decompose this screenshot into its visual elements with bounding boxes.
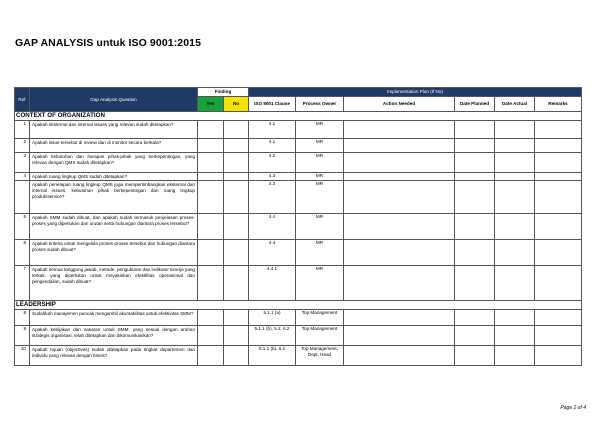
- date-planned-cell: [455, 139, 495, 153]
- yes-cell: [198, 326, 224, 346]
- question-cell: Apakah SMM sudah dibuat, dan apakah sudah termasuk penjelasan proses-proses yang diperlukan dan urutan serta hubungan diantara proses tersebut?: [30, 214, 198, 240]
- action-cell: [344, 153, 455, 173]
- yes-cell: [198, 153, 224, 173]
- no-cell: [224, 214, 249, 240]
- date-actual-cell: [495, 310, 535, 326]
- date-planned-cell: [455, 214, 495, 240]
- date-actual-cell: [495, 139, 535, 153]
- action-cell: [344, 181, 455, 214]
- ref-cell: [15, 181, 30, 214]
- remarks-cell: [535, 181, 582, 214]
- question-cell: Apakah semua tanggung jawab, metode, pengukuran dan indikator kinerja yang terkait, yang diperlukan untuk meyakinkan efektifitas operasional dan pengendalian, sudah dibuat?: [30, 266, 198, 301]
- yes-cell: [198, 214, 224, 240]
- owner-cell: Top Management: [296, 310, 344, 326]
- clause-cell: 5.1.1 (b), 6.2: [249, 346, 296, 366]
- col-no-header: No: [224, 97, 249, 112]
- col-yes-header: Yes: [198, 97, 224, 112]
- ref-cell: 8: [15, 310, 30, 326]
- no-cell: [224, 173, 249, 181]
- yes-cell: [198, 139, 224, 153]
- col-owner-header: Process Owner: [296, 97, 344, 112]
- date-actual-cell: [495, 266, 535, 301]
- table-row: [15, 214, 582, 240]
- date-actual-cell: [495, 326, 535, 346]
- col-ref-header: Ref: [15, 88, 30, 112]
- action-cell: [344, 121, 455, 139]
- clause-cell: 4.4.1: [249, 266, 296, 301]
- owner-cell: MR: [296, 266, 344, 301]
- clause-cell: 4.4: [249, 214, 296, 240]
- col-date-actual-header: Date Actual: [495, 97, 535, 112]
- date-actual-cell: [495, 173, 535, 181]
- no-cell: [224, 346, 249, 366]
- date-planned-cell: [455, 346, 495, 366]
- section-title: LEADERSHIP: [15, 301, 582, 310]
- section-row: [15, 301, 582, 310]
- action-cell: [344, 310, 455, 326]
- question-cell: Apakah eksternal dan internal issues yang relevan sudah ditetapkan?: [30, 121, 198, 139]
- gap-analysis-table: [14, 87, 582, 366]
- ref-cell: 10: [15, 346, 30, 366]
- ref-cell: 4: [15, 173, 30, 181]
- table-row: [15, 310, 582, 326]
- yes-cell: [198, 121, 224, 139]
- ref-cell: 7: [15, 266, 30, 301]
- question-cell: Apakah kebijakan dan sasaran untuk SMM, yang sesuai dengan arahan strategis organisasi, telah ditetapkan dan dikomunikasikan?: [30, 326, 198, 346]
- table-row: [15, 173, 582, 181]
- remarks-cell: [535, 153, 582, 173]
- no-cell: [224, 121, 249, 139]
- yes-cell: [198, 181, 224, 214]
- remarks-cell: [535, 121, 582, 139]
- date-planned-cell: [455, 310, 495, 326]
- remarks-cell: [535, 310, 582, 326]
- remarks-cell: [535, 346, 582, 366]
- page-footer: Page 1 of 4: [560, 405, 586, 411]
- yes-cell: [198, 346, 224, 366]
- col-remarks-header: Remarks: [535, 97, 582, 112]
- implementation-plan-header: Implementation Plan (If No): [249, 88, 582, 97]
- clause-cell: 5.1.1 (b), 5.2, 6.2: [249, 326, 296, 346]
- ref-cell: 1: [15, 121, 30, 139]
- action-cell: [344, 326, 455, 346]
- ref-cell: 9: [15, 326, 30, 346]
- remarks-cell: [535, 139, 582, 153]
- section-row: [15, 112, 582, 121]
- date-planned-cell: [455, 326, 495, 346]
- yes-cell: [198, 240, 224, 266]
- remarks-cell: [535, 326, 582, 346]
- section-title: CONTEXT OF ORGANIZATION: [15, 112, 582, 121]
- owner-cell: MR: [296, 121, 344, 139]
- owner-cell: MR: [296, 214, 344, 240]
- ref-cell: 2: [15, 139, 30, 153]
- no-cell: [224, 153, 249, 173]
- remarks-cell: [535, 266, 582, 301]
- date-actual-cell: [495, 181, 535, 214]
- date-planned-cell: [455, 153, 495, 173]
- question-cell: Apakah ruang lingkup QMS sudah ditetapkan?: [30, 173, 198, 181]
- table-row: [15, 181, 582, 214]
- date-actual-cell: [495, 121, 535, 139]
- question-cell: Apakah issue tersebut di review dan di monitor secara berkala?: [30, 139, 198, 153]
- owner-cell: MR: [296, 139, 344, 153]
- date-actual-cell: [495, 346, 535, 366]
- action-cell: [344, 240, 455, 266]
- date-planned-cell: [455, 240, 495, 266]
- col-question-header: Gap Analysis Question: [30, 88, 198, 112]
- action-cell: [344, 214, 455, 240]
- remarks-cell: [535, 240, 582, 266]
- yes-cell: [198, 173, 224, 181]
- no-cell: [224, 181, 249, 214]
- date-actual-cell: [495, 214, 535, 240]
- col-action-header: Action Needed: [344, 97, 455, 112]
- date-actual-cell: [495, 240, 535, 266]
- yes-cell: [198, 310, 224, 326]
- clause-cell: 4.2: [249, 153, 296, 173]
- table-row: [15, 326, 582, 346]
- document-title: GAP ANALYSIS untuk ISO 9001:2015: [15, 37, 202, 49]
- question-cell: Apakah tujuan (objectives) sudah ditetapkan pada tingkat departemen dan individu yang relevan dengan bisnis?: [30, 346, 198, 366]
- finding-header: Finding: [198, 88, 249, 97]
- ref-cell: 5: [15, 214, 30, 240]
- date-actual-cell: [495, 153, 535, 173]
- table-row: [15, 121, 582, 139]
- no-cell: [224, 139, 249, 153]
- clause-cell: 4.1: [249, 121, 296, 139]
- remarks-cell: [535, 214, 582, 240]
- date-planned-cell: [455, 121, 495, 139]
- owner-cell: MR: [296, 240, 344, 266]
- action-cell: [344, 173, 455, 181]
- owner-cell: MR: [296, 153, 344, 173]
- table-row: [15, 139, 582, 153]
- yes-cell: [198, 266, 224, 301]
- clause-cell: 4.3: [249, 181, 296, 214]
- clause-cell: 5.1.1 (a): [249, 310, 296, 326]
- table-row: [15, 240, 582, 266]
- table-row: [15, 346, 582, 366]
- date-planned-cell: [455, 173, 495, 181]
- action-cell: [344, 266, 455, 301]
- clause-cell: 4.3: [249, 173, 296, 181]
- no-cell: [224, 266, 249, 301]
- col-date-planned-header: Date Planned: [455, 97, 495, 112]
- question-cell: Apakah kebutuhan dan harapan pihak-pihak yang berkepentingan, yang relevan dengan QMS sudah ditetapkan?: [30, 153, 198, 173]
- question-cell: Sudahkah manajemen puncak mengambil akuntabilitas untuk efektivitas SMM?: [30, 310, 198, 326]
- ref-cell: 3: [15, 153, 30, 173]
- col-clause-header: ISO 9001 Clause: [249, 97, 296, 112]
- date-planned-cell: [455, 266, 495, 301]
- date-planned-cell: [455, 181, 495, 214]
- table-row: [15, 153, 582, 173]
- owner-cell: MR: [296, 173, 344, 181]
- no-cell: [224, 310, 249, 326]
- no-cell: [224, 326, 249, 346]
- clause-cell: 4.4: [249, 240, 296, 266]
- action-cell: [344, 346, 455, 366]
- ref-cell: 6: [15, 240, 30, 266]
- question-cell: Apakah kriteria untuk mengelola proses-proses tersebut dan hubungan diantara proses sudah dibuat?: [30, 240, 198, 266]
- action-cell: [344, 139, 455, 153]
- owner-cell: Top Management, Dept. Head: [296, 346, 344, 366]
- owner-cell: Top Management: [296, 326, 344, 346]
- remarks-cell: [535, 173, 582, 181]
- owner-cell: MR: [296, 181, 344, 214]
- table-row: [15, 266, 582, 301]
- no-cell: [224, 240, 249, 266]
- question-cell: Apakah penetapan ruang lingkup QMS juga mempertimbangkan eksternal dan internal issues, kebutuhan pihak berkepentingan dan ruang lingkup produk/service?: [30, 181, 198, 214]
- clause-cell: 4.1: [249, 139, 296, 153]
